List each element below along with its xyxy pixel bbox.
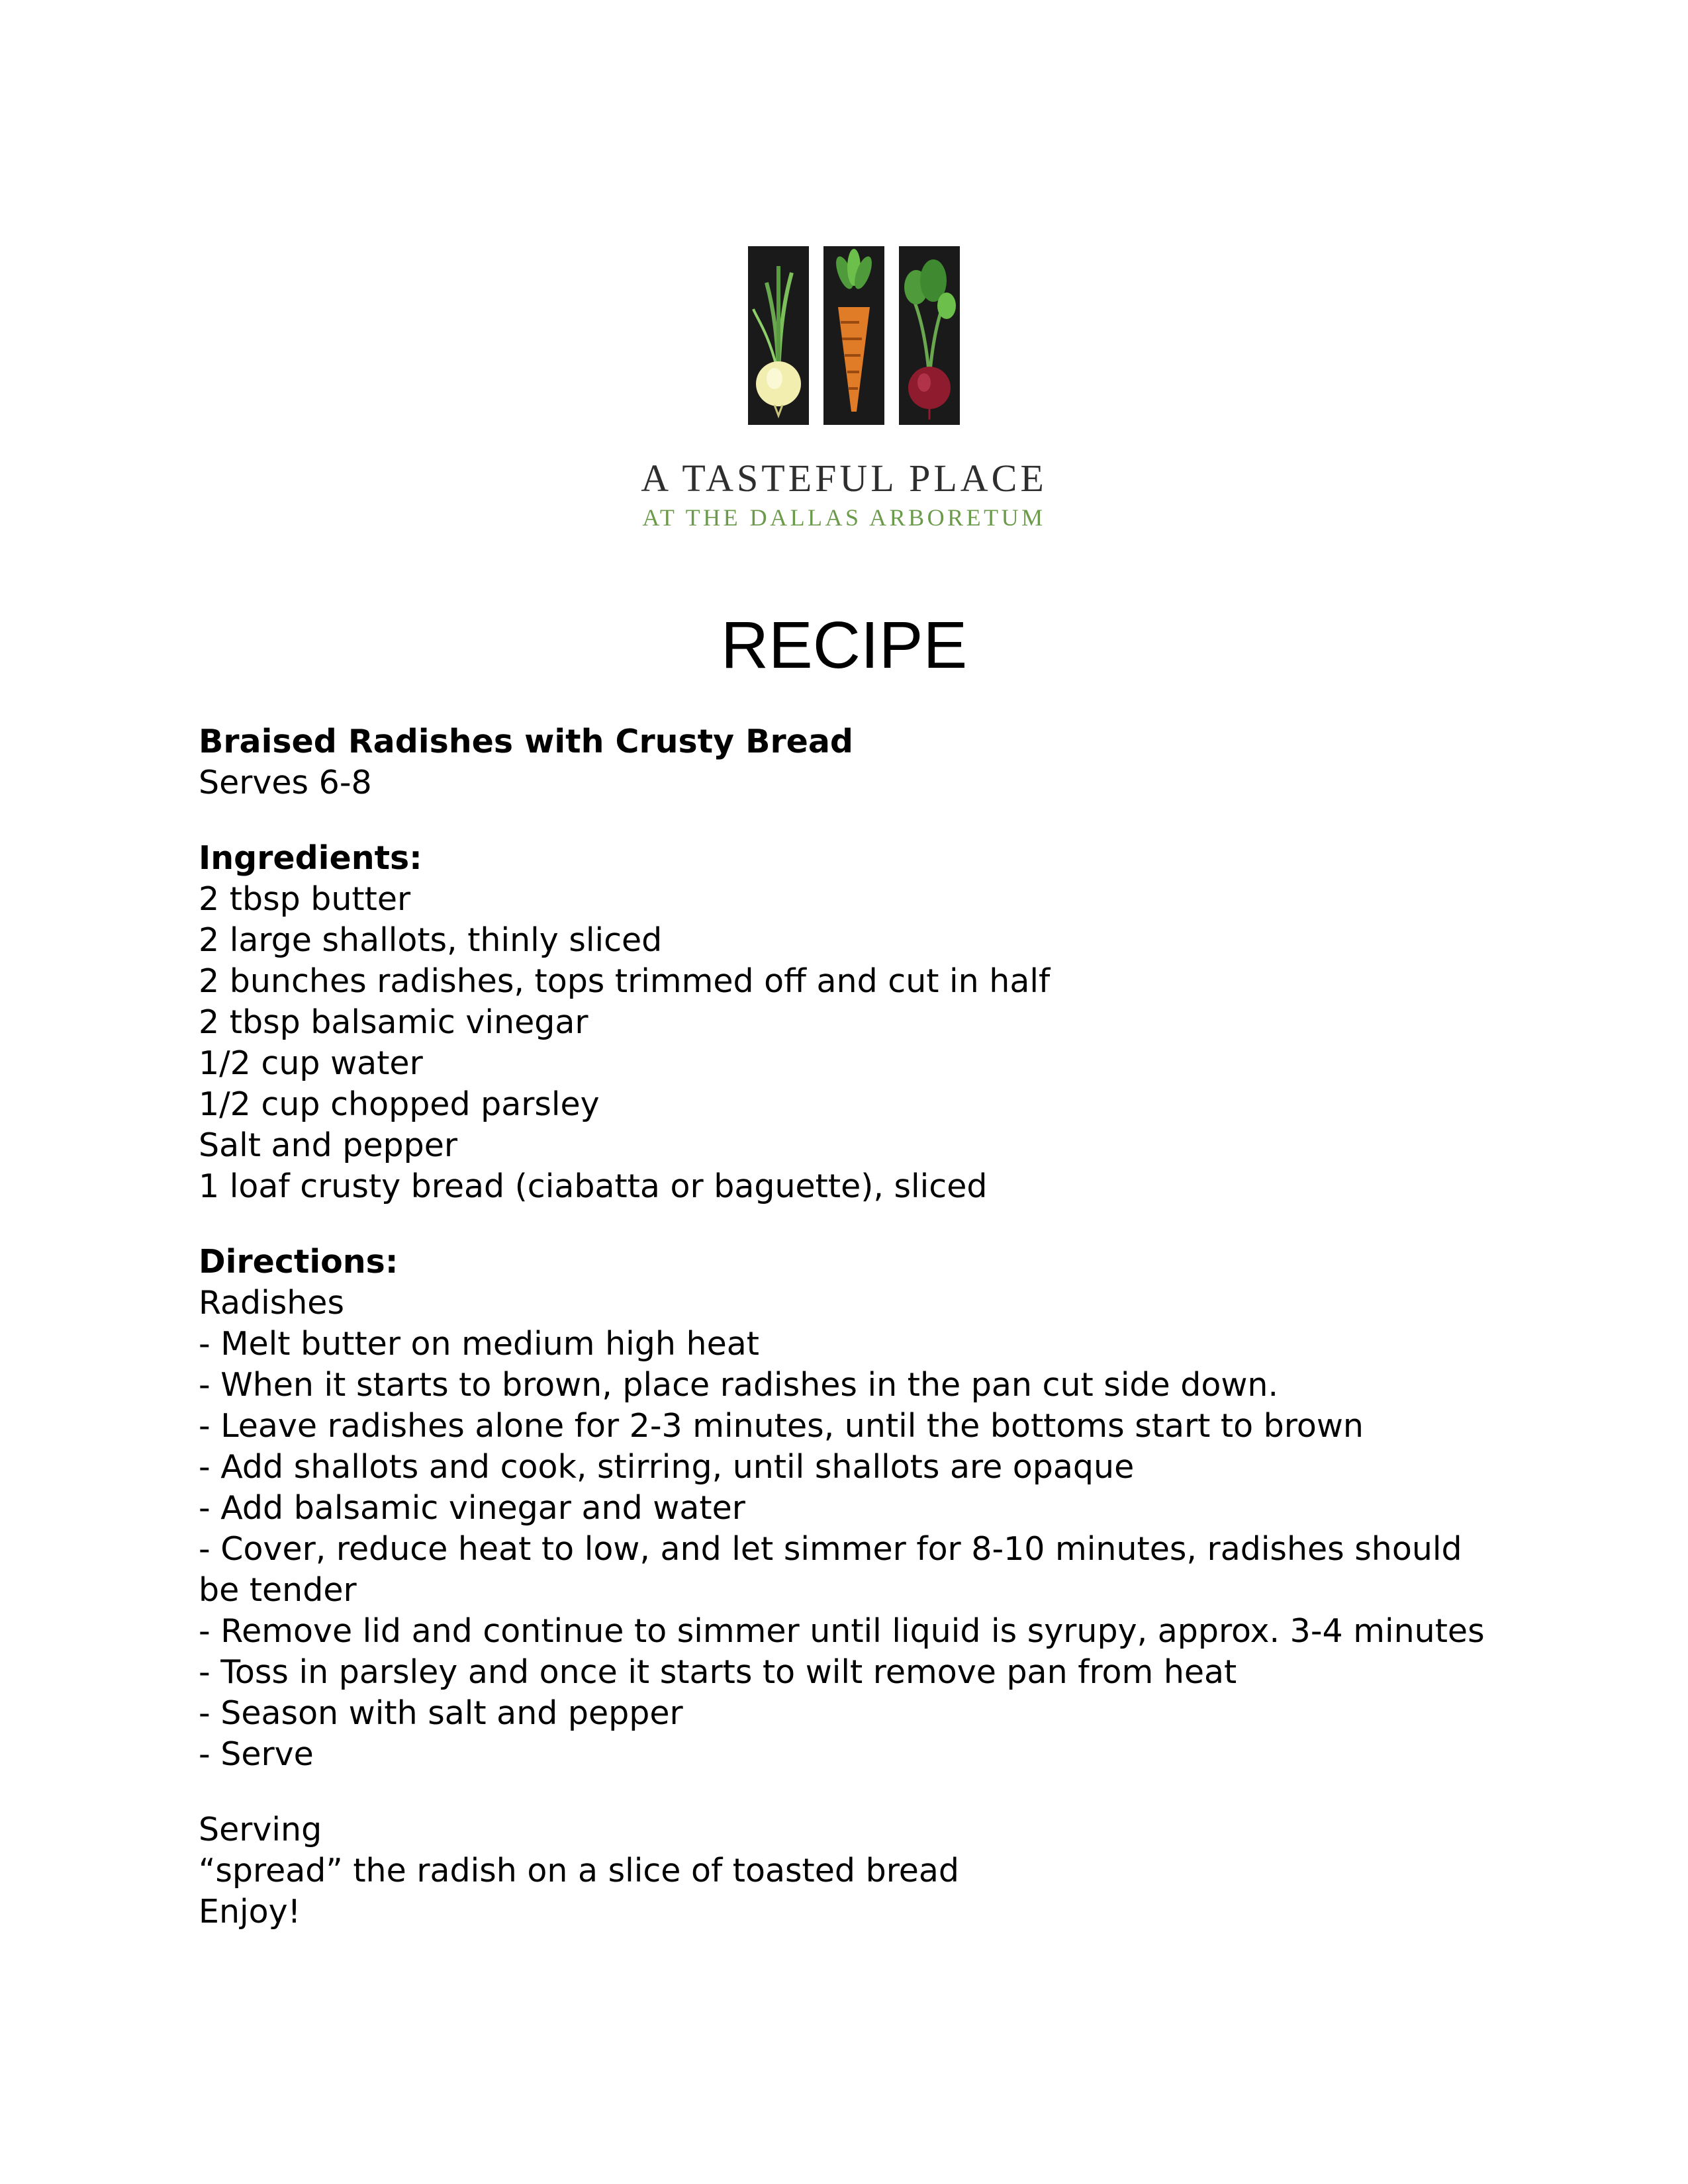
ingredient-item: 2 bunches radishes, tops trimmed off and cut in half: [199, 962, 1051, 1000]
brand-subtitle: AT THE DALLAS ARBORETUM: [642, 504, 1046, 531]
spacer: [199, 1775, 1496, 1809]
beet-icon: [899, 246, 960, 425]
direction-step: - Toss in parsley and once it starts to wilt remove pan from heat: [199, 1653, 1237, 1691]
direction-step: - Season with salt and pepper: [199, 1694, 683, 1732]
brand-name: A TASTEFUL PLACE: [641, 457, 1047, 500]
onion-icon: [748, 246, 809, 425]
radishes-subheading: Radishes: [199, 1284, 344, 1322]
ingredient-item: 1 loaf crusty bread (ciabatta or baguette), sliced: [199, 1167, 988, 1205]
direction-step: - Melt butter on medium high heat: [199, 1325, 759, 1363]
direction-step: - Add shallots and cook, stirring, until shallots are opaque: [199, 1448, 1135, 1486]
direction-step: - Add balsamic vinegar and water: [199, 1489, 745, 1527]
ingredients-heading: Ingredients:: [199, 839, 422, 877]
ingredient-item: 1/2 cup chopped parsley: [199, 1085, 600, 1123]
direction-step: - Leave radishes alone for 2-3 minutes, until the bottoms start to brown: [199, 1407, 1364, 1445]
directions-heading: Directions:: [199, 1243, 399, 1281]
closing-text: Enjoy!: [199, 1893, 301, 1931]
logo: [748, 246, 960, 425]
ingredient-item: 2 tbsp butter: [199, 880, 411, 918]
directions-list: [199, 1324, 1496, 1775]
direction-step: - When it starts to brown, place radishes in the pan cut side down.: [199, 1366, 1279, 1404]
direction-step: - Serve: [199, 1735, 314, 1773]
recipe-name: Braised Radishes with Crusty Bread: [199, 723, 853, 760]
ingredient-item: 2 large shallots, thinly sliced: [199, 921, 663, 959]
carrot-icon: [823, 246, 884, 425]
page-title: RECIPE: [720, 608, 968, 682]
ingredient-item: Salt and pepper: [199, 1126, 458, 1164]
spacer: [199, 1207, 1496, 1242]
serving-text: “spread” the radish on a slice of toasted bread: [199, 1852, 960, 1889]
direction-step: - Remove lid and continue to simmer until liquid is syrupy, approx. 3-4 minutes: [199, 1612, 1485, 1650]
ingredient-item: 1/2 cup water: [199, 1044, 423, 1082]
serves-text: Serves 6-8: [199, 764, 372, 801]
spacer: [199, 803, 1496, 838]
recipe-body: [199, 721, 1496, 1933]
ingredient-item: 2 tbsp balsamic vinegar: [199, 1003, 588, 1041]
serving-subheading: Serving: [199, 1811, 322, 1848]
ingredients-list: [199, 879, 1496, 1207]
direction-step: - Cover, reduce heat to low, and let simmer for 8-10 minutes, radishes should be tender: [199, 1530, 1462, 1609]
